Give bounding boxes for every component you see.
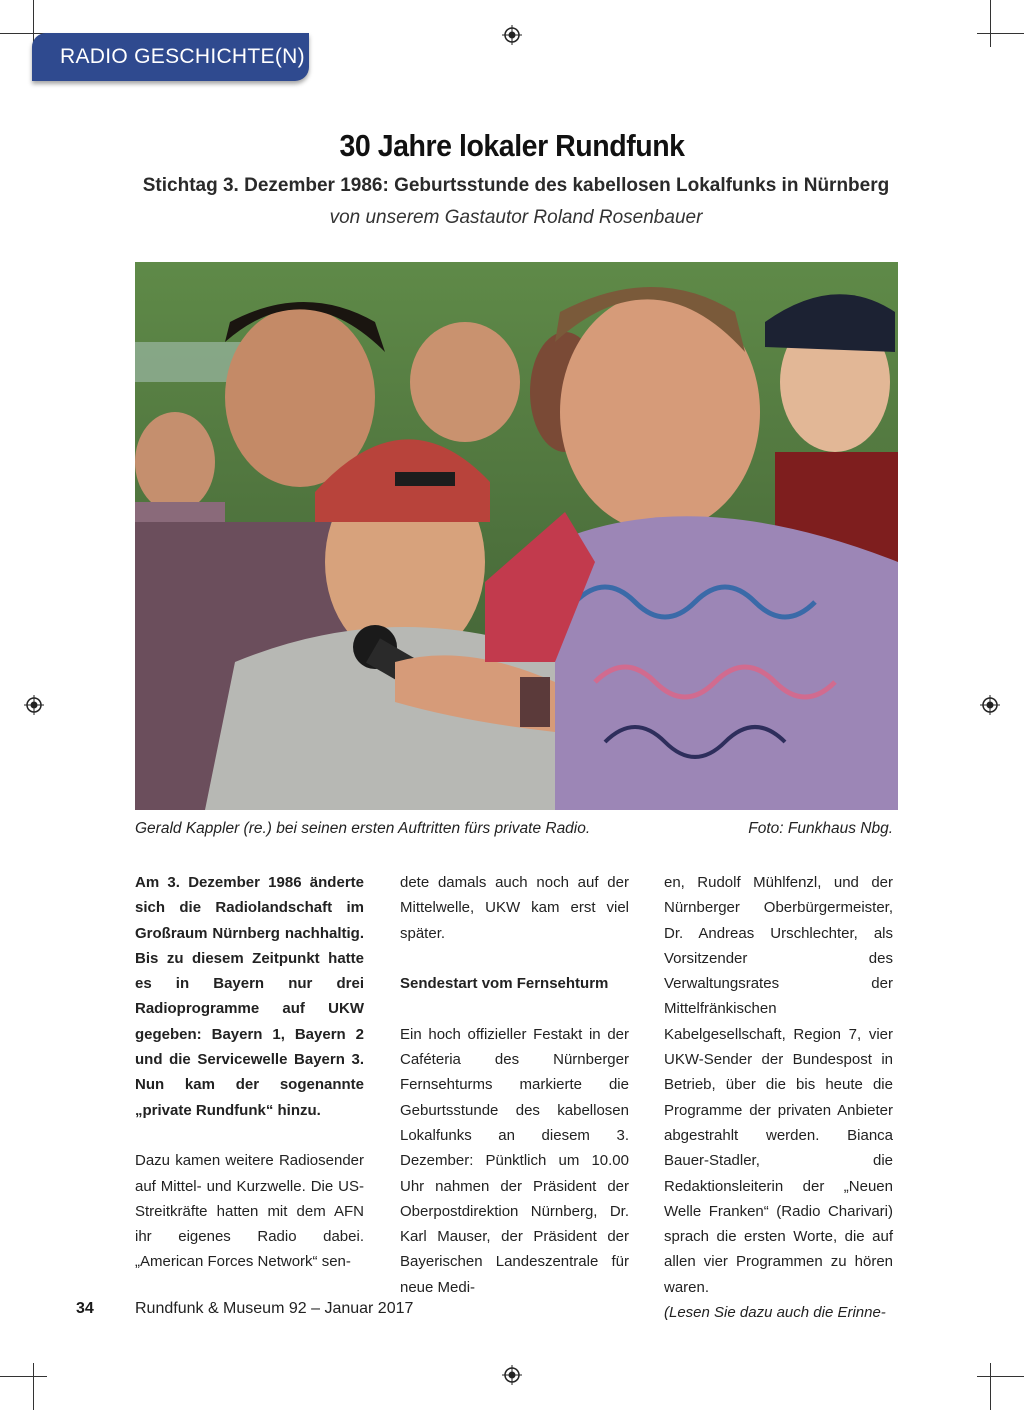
article-column-3 (664, 870, 893, 1325)
article-paragraph: Dazu kamen weitere Radiosender auf Mittel- und Kurzwelle. Die US-Streitkräfte hatten mit dem AFN ihr eigenes Radio dabei. „American Forces Network“ sen- (135, 1152, 364, 1271)
registration-mark-icon (502, 1365, 522, 1385)
section-subheading: Sendestart vom Fernsehturm (400, 975, 609, 993)
section-tab (32, 33, 309, 81)
publication-footer: Rundfunk & Museum 92 – Januar 2017 (135, 1300, 414, 1317)
article-photo (135, 262, 898, 810)
section-tab-label: RADIO GESCHICHTE(N) (60, 45, 305, 68)
photo-credit: Foto: Funkhaus Nbg. (748, 820, 893, 837)
article-paragraph: dete damals auch noch auf der Mittelwelle, UKW kam erst viel später. (400, 874, 629, 942)
crop-mark (990, 0, 991, 47)
crop-mark (0, 1376, 47, 1377)
crop-mark (977, 1376, 1024, 1377)
registration-mark-icon (502, 25, 522, 45)
article-subtitle: Stichtag 3. Dezember 1986: Geburtsstunde des kabellosen Lokalfunks in Nürnberg (142, 175, 890, 196)
crop-mark (33, 1363, 34, 1410)
photo-caption: Gerald Kappler (re.) bei seinen ersten Auftritten fürs private Radio. (135, 820, 591, 837)
article-column-1 (135, 870, 364, 1275)
article-paragraph: Ein hoch offizieller Festakt in der Caféteria des Nürnberger Fernsehturms markierte die Geburtsstunde des kabellosen Lokalfunks an diesem 3. Dezember: Pünktlich um 10.00 Uhr nahmen der Präsident der Oberpostdirektion Nürnberg, Dr. Karl Mauser, der Präsident der Bayerischen Landeszentrale für neue Medi- (400, 1025, 629, 1296)
photo-illustration (135, 262, 898, 810)
article-title: 30 Jahre lokaler Rundfunk (339, 128, 685, 163)
page-number: 34 (76, 1300, 94, 1317)
crop-mark (977, 33, 1024, 34)
article-reference-note: (Lesen Sie dazu auch die Erinne- (664, 1304, 886, 1322)
article-byline: von unserem Gastautor Roland Rosenbauer (329, 207, 703, 228)
crop-mark (990, 1363, 991, 1410)
article-paragraph: en, Rudolf Mühlfenzl, und der Nürnberger Oberbürgermeister, Dr. Andreas Urschlechter, als Vorsitzender des Verwaltungsrates der Mittelfränkischen Kabelgesellschaft, Region 7, vier UKW-Sender der Bundespost in Betrieb, über die bis heute die Programme der privaten Anbieter abgestrahlt werden. Bianca Bauer-Stadler, die Redaktionsleiterin der „Neuen Welle Franken“ (Radio Charivari) sprach die ersten Worte, die auf allen vier Programmen zu hören waren. (664, 874, 893, 1296)
article-lead: Am 3. Dezember 1986 änderte sich die Radiolandschaft im Großraum Nürnberg nachhaltig. Bis zu diesem Zeitpunkt hatte es in Bayern nur drei Radioprogramme auf UKW gegeben: Bayern 1, Bayern 2 und die Servicewelle Bayern 3. Nun kam der sogenannte „private Rundfunk“ hinzu. (135, 874, 364, 1119)
registration-mark-icon (980, 695, 1000, 715)
registration-mark-icon (24, 695, 44, 715)
article-column-2 (400, 870, 629, 1300)
